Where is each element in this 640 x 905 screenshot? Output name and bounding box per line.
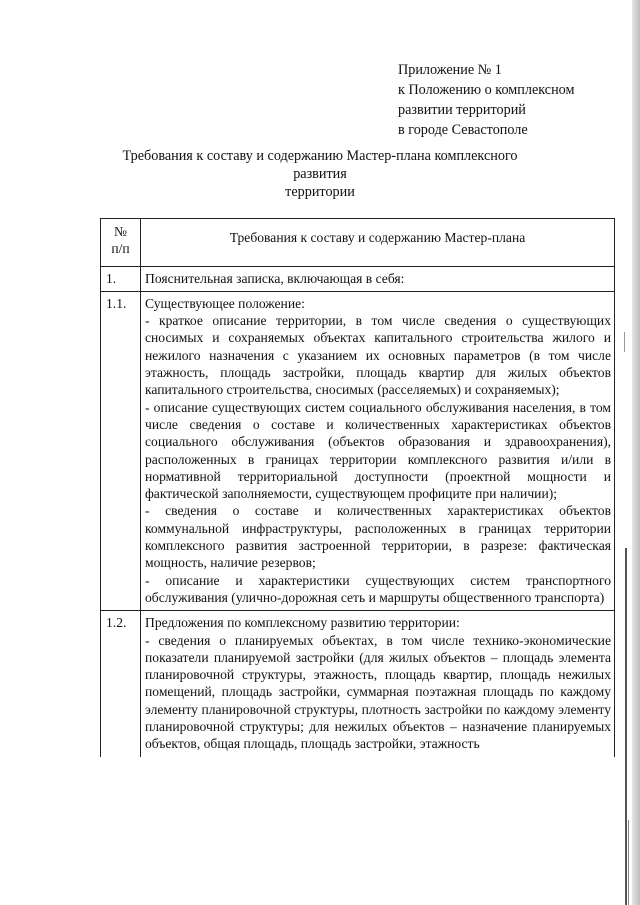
row-text (141, 611, 615, 757)
row-paragraph: Предложения по комплексному развитию территории: (145, 615, 460, 631)
header-number-symbol: № (114, 224, 127, 239)
table-row (101, 266, 615, 291)
row-number: 1.1. (101, 291, 141, 610)
document-title (100, 147, 540, 201)
header-number-label: п/п (111, 241, 130, 257)
scan-artifact-line (628, 820, 629, 905)
requirements-table (100, 218, 615, 757)
row-text (141, 291, 615, 610)
table-row (101, 291, 615, 610)
row-paragraph: - краткое описание территории, в том числе сведения о существующих сносимых и сохраняемых объектах капитального строительства жилого и нежилого назначения с указанием их основных параметров (в том числе этажность, площадь застройки, площадь квартир для жилых объектов капитального строительства, сносимых (расселяемых) и сохраняемых); (145, 313, 611, 398)
row-paragraph: - описание и характеристики существующих систем транспортного обслуживания (улично-дорожная сеть и маршруты общественного транспорта) (145, 572, 611, 605)
appendix-line: развитии территорий (398, 102, 526, 118)
document-title-line: территории (285, 184, 355, 200)
row-number: 1.2. (101, 611, 141, 757)
header-text-cell: Требования к составу и содержанию Мастер-плана (141, 219, 615, 267)
row-paragraph: Пояснительная записка, включающая в себя: (145, 270, 405, 286)
row-number: 1. (101, 266, 141, 291)
scan-artifact-line (625, 548, 627, 905)
table-row (101, 611, 615, 757)
row-paragraph: - сведения о составе и количественных характеристиках объектов коммунальной инфраструктуры, расположенных в границах территории комплексного развития застроенной территории, в разрезе: фактическая мощность, наличие резервов; (145, 503, 611, 571)
appendix-line: в городе Севастополе (398, 122, 528, 138)
table-header-row (101, 219, 615, 267)
appendix-line: к Положению о комплексном (398, 82, 575, 98)
header-number-cell (101, 219, 141, 267)
scan-artifact-mark (624, 332, 625, 352)
document-title-line: Требования к составу и содержанию Мастер-плана комплексного развития (122, 148, 518, 182)
row-paragraph: - описание существующих систем социального обслуживания населения, в том числе сведения о составе и количественных характеристиках объектов социального обслуживания (объектов образования и здравоохранения), расположенных в границах территории комплексного развития и/или в нормативной территориальной доступности (проектной мощности и фактической заполняемости, существующем профиците при наличии); (145, 399, 611, 502)
scan-page-edge (632, 0, 640, 905)
appendix-header (398, 60, 574, 140)
row-paragraph: - сведения о планируемых объектах, в том числе технико-экономические показатели планируемой застройки (для жилых объектов – площадь элемента планировочной структуры, этажность, площадь квартир, площадь нежилых помещений, площадь застройки, суммарная поэтажная площадь по каждому элементу планировочной структуры, плотность застройки по каждому элементу планировочной структуры; для нежилых объектов – назначение планируемых объектов, общая площадь, площадь застройки, этажность (145, 632, 611, 752)
row-paragraph: Существующее положение: (145, 295, 305, 311)
row-text (141, 266, 615, 291)
appendix-line: Приложение № 1 (398, 62, 502, 78)
